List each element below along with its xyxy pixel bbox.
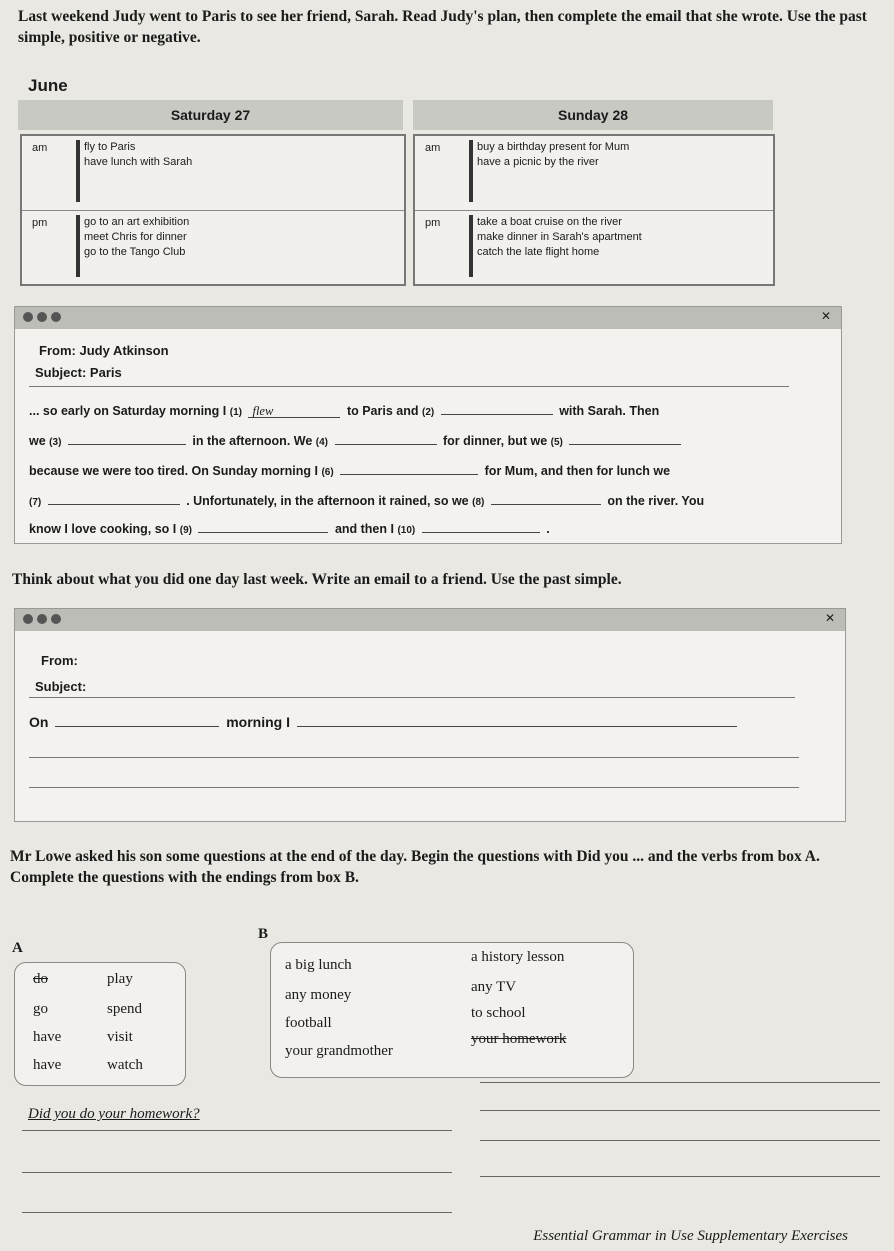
plan-item: fly to Paris <box>84 141 136 153</box>
sunday-header: Sunday 28 <box>413 100 773 130</box>
subject-label: Subject: <box>35 679 87 694</box>
plan-item: have a picnic by the river <box>477 156 599 168</box>
email-line-1 <box>29 401 659 418</box>
sunday-am-slot <box>415 136 773 208</box>
plan-item: take a boat cruise on the river <box>477 216 622 228</box>
text: know I love cooking, so I <box>29 522 177 536</box>
subject-value: Paris <box>89 365 122 380</box>
sunday-plan <box>413 134 775 286</box>
email-line-3 <box>29 461 670 478</box>
window-close-dot-icon <box>23 614 33 624</box>
plan-item: meet Chris for dinner <box>84 231 187 243</box>
gap-10[interactable] <box>422 519 540 533</box>
email-line-2 <box>29 431 684 448</box>
text: . <box>546 522 550 536</box>
ending-word: any TV <box>471 979 517 995</box>
verb-word: do <box>33 971 48 987</box>
ending-word: a history lesson <box>471 949 565 965</box>
window-titlebar <box>15 307 841 329</box>
divider-bar <box>76 215 80 277</box>
writing-line[interactable] <box>29 787 799 788</box>
gap-number: (8) <box>472 497 485 508</box>
writing-line[interactable] <box>29 757 799 758</box>
saturday-plan <box>20 134 406 286</box>
ending-word: your homework <box>471 1031 567 1047</box>
window-zoom-dot-icon <box>51 312 61 322</box>
activity-gap[interactable] <box>297 713 737 727</box>
header-rule <box>29 386 789 387</box>
text: because we were too tired. On Sunday morning I <box>29 464 318 478</box>
pm-label: pm <box>425 217 441 229</box>
intro-instructions: Last weekend Judy went to Paris to see her friend, Sarah. Read Judy's plan, then complete the email that she wrote. Use the past simple, positive or negative. <box>18 8 867 46</box>
am-label: am <box>32 142 48 154</box>
gap-8[interactable] <box>491 491 601 505</box>
window-titlebar <box>15 609 845 631</box>
gap-6[interactable] <box>340 461 478 475</box>
header-rule <box>29 697 795 698</box>
plan-item: have lunch with Sarah <box>84 156 193 168</box>
saturday-header: Saturday 27 <box>18 100 403 130</box>
ending-word: a big lunch <box>285 957 352 973</box>
answer-line[interactable] <box>22 1130 452 1131</box>
window-zoom-dot-icon <box>51 614 61 624</box>
gap-number: (1) <box>229 407 242 418</box>
gap-number: (3) <box>49 437 62 448</box>
gap-5[interactable] <box>569 431 681 445</box>
sunday-pm-slot <box>415 210 773 283</box>
verb-word: spend <box>107 1001 142 1017</box>
ending-word: your grandmother <box>285 1043 393 1059</box>
email-window-own <box>14 608 846 822</box>
text: to Paris and <box>346 404 419 418</box>
gap-number: (2) <box>421 407 435 418</box>
ending-word: any money <box>285 987 352 1003</box>
example-answer: Did you do your homework? <box>28 1106 200 1122</box>
email-own-line-1 <box>29 713 740 730</box>
divider-bar <box>469 140 473 202</box>
verb-word: visit <box>107 1029 133 1045</box>
box-a-letter: A <box>12 940 23 956</box>
text: in the afternoon. We <box>192 434 313 448</box>
box-b <box>270 942 634 1078</box>
plan-item: buy a birthday present for Mum <box>477 141 630 153</box>
text: for Mum, and then for lunch we <box>484 464 671 478</box>
gap-number: (9) <box>179 525 192 536</box>
on-label: On <box>29 714 49 730</box>
task-2-instructions: Think about what you did one day last week. Write an email to a friend. Use the past simple. <box>12 571 622 588</box>
from-value: Judy Atkinson <box>79 343 169 358</box>
ending-word: football <box>285 1015 332 1031</box>
answer-line[interactable] <box>22 1212 452 1213</box>
from-label: From: <box>39 343 76 358</box>
gap-2[interactable] <box>441 401 553 415</box>
text: on the river. You <box>607 494 705 508</box>
text: we <box>29 434 46 448</box>
book-footer: Essential Grammar in Use Supplementary Exercises <box>533 1228 848 1244</box>
gap-number: (6) <box>321 467 334 478</box>
email-line-5 <box>29 519 550 536</box>
window-close-dot-icon <box>23 312 33 322</box>
answer-line[interactable] <box>480 1176 880 1177</box>
text: and then I <box>334 522 394 536</box>
text: with Sarah. Then <box>559 404 660 418</box>
gap-1[interactable] <box>248 404 340 418</box>
from-field <box>39 343 169 358</box>
gap-number: (5) <box>550 437 563 448</box>
email-line-4 <box>29 491 704 508</box>
from-label: From: <box>41 653 78 668</box>
verb-word: go <box>33 1001 48 1017</box>
gap-number: (10) <box>397 525 416 536</box>
gap-1-answer: flew <box>252 404 274 418</box>
answer-line[interactable] <box>480 1082 880 1083</box>
verb-word: have <box>33 1057 62 1073</box>
answer-line[interactable] <box>480 1110 880 1111</box>
text: . Unfortunately, in the afternoon it rained, so we <box>186 494 469 508</box>
text: ... so early on Saturday morning I <box>29 404 227 418</box>
divider-bar <box>76 140 80 202</box>
task-3-instructions: Mr Lowe asked his son some questions at the end of the day. Begin the questions with Did you ... and the verbs from box A. Complete the questions with the endings from box B. <box>10 848 820 886</box>
verb-word: play <box>107 971 133 987</box>
gap-number: (4) <box>315 437 329 448</box>
subject-label: Subject: <box>35 365 87 380</box>
gap-3[interactable] <box>68 431 186 445</box>
plan-item: make dinner in Sarah's apartment <box>477 231 642 243</box>
verb-word: watch <box>107 1057 143 1073</box>
answer-line[interactable] <box>480 1140 880 1141</box>
pm-label: pm <box>32 217 48 229</box>
gap-7[interactable] <box>48 491 180 505</box>
saturday-pm-slot <box>22 210 404 283</box>
calendar <box>18 72 778 298</box>
ending-word: to school <box>471 1005 526 1021</box>
calendar-month: June <box>28 76 68 95</box>
box-b-letter: B <box>258 926 269 942</box>
window-minimize-dot-icon <box>37 312 47 322</box>
gap-number: (7) <box>29 497 42 508</box>
plan-item: go to the Tango Club <box>84 246 186 258</box>
gap-9[interactable] <box>198 519 328 533</box>
window-minimize-dot-icon <box>37 614 47 624</box>
email-window-judy <box>14 306 842 544</box>
plan-item: go to an art exhibition <box>84 216 190 228</box>
close-icon: ✕ <box>824 611 835 625</box>
plan-item: catch the late flight home <box>477 246 600 258</box>
am-label: am <box>425 142 441 154</box>
saturday-am-slot <box>22 136 404 208</box>
day-gap[interactable] <box>55 713 219 727</box>
verb-word: have <box>33 1029 62 1045</box>
text: for dinner, but we <box>442 434 548 448</box>
close-icon: ✕ <box>820 309 831 323</box>
morning-label: morning I <box>226 714 291 730</box>
divider-bar <box>469 215 473 277</box>
answer-line[interactable] <box>22 1172 452 1173</box>
subject-field <box>35 365 122 380</box>
box-a <box>14 962 186 1086</box>
gap-4[interactable] <box>335 431 437 445</box>
